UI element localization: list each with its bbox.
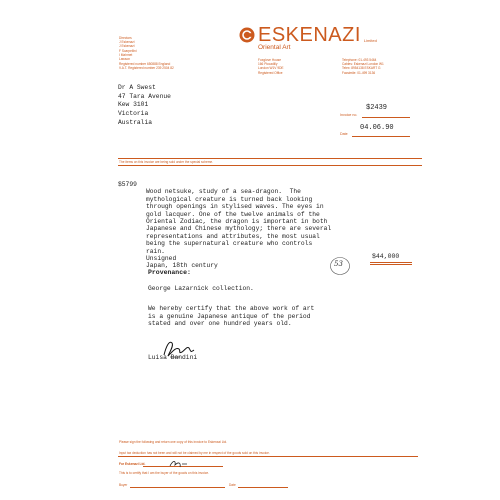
description-line: mythological creature is turned back looking xyxy=(146,195,313,203)
registration-number: Registered number 650888 England xyxy=(119,62,171,66)
footer-initials-mark xyxy=(168,458,190,470)
recipient-line: Australia xyxy=(118,118,153,126)
director-name: J Eskenazi xyxy=(119,40,135,45)
details-line: Unsigned xyxy=(146,255,177,263)
buyer-date-field[interactable] xyxy=(238,487,288,488)
recipient-line: Victoria xyxy=(118,110,149,118)
directors-heading: Directors xyxy=(119,36,132,40)
footer-tax-note: Input tax deduction has not been and will not be claimed by me in respect of the goods sold on this invoice. xyxy=(119,451,270,455)
invoice-number-label: Invoice no. xyxy=(340,113,358,117)
cables: Cables: Eskenazi London W1 xyxy=(342,62,384,67)
contact-block xyxy=(342,58,384,75)
circled-note: 53 xyxy=(334,260,343,268)
footer-date-label: Date xyxy=(229,483,236,487)
description-line: through openings in stylised waves. The eyes in xyxy=(146,203,324,211)
price-rule xyxy=(370,262,412,263)
logo-name: ESKENAZI xyxy=(258,23,361,46)
provenance-text: George Lazarnick collection. xyxy=(148,285,254,292)
logo-subtitle: Oriental Art xyxy=(258,44,291,51)
invoice-date-label: Date xyxy=(340,132,348,136)
recipient-line: Kew 3101 xyxy=(118,101,149,109)
description-line: Wood netsuke, study of a sea-dragon. The xyxy=(146,188,301,196)
signatory-name: Luisa Bandini xyxy=(148,354,198,361)
price-rule-double xyxy=(370,264,412,265)
certification-text xyxy=(148,305,314,328)
logo xyxy=(239,24,377,46)
invoice-number-rule xyxy=(362,117,410,118)
certification-line: We hereby certify that the above work of art xyxy=(148,305,315,312)
terms-bottom-rule xyxy=(118,165,422,166)
vat-number: V.A.T. Registered number 239 2504 82 xyxy=(119,66,174,71)
terms-line: The items on this invoice are being sold under the special scheme. xyxy=(119,159,214,164)
invoice-date: 04.06.90 xyxy=(360,124,394,132)
buyer-signature-field[interactable] xyxy=(130,487,225,488)
description-line: rain. xyxy=(146,247,165,255)
description-line: representations and attributes, the most usual xyxy=(146,232,320,240)
telephone: Telephone: 01-493 5464 xyxy=(342,58,377,62)
invoice-date-rule xyxy=(352,136,410,137)
registration-block xyxy=(119,62,174,70)
provenance-heading: Provenance: xyxy=(148,269,191,276)
certification-line: stated and over one hundred years old. xyxy=(148,320,292,328)
footer-rule xyxy=(118,456,418,457)
director-name: Lawson xyxy=(119,57,130,62)
director-name: F Scarpellini xyxy=(119,48,137,53)
logo-emblem-icon xyxy=(239,27,255,43)
telex: Telex: 8954138 ESKART G xyxy=(342,66,381,71)
recipient-line: Dr A Swest xyxy=(118,84,156,91)
logo-suffix: Limited xyxy=(363,37,377,43)
item-code: $5799 xyxy=(118,181,137,188)
description-line: Japanese and Chinese mythology; there are several xyxy=(146,225,332,233)
recipient-line: 47 Tara Avenue xyxy=(118,92,171,100)
certification-line: is a genuine Japanese antique of the period xyxy=(148,312,311,320)
facsimile: Facsimile: 01-499 3136 xyxy=(342,70,376,75)
director-name: J Eskenazi xyxy=(119,44,135,49)
description-line: being the supernatural creature who controls xyxy=(146,240,313,248)
address-line: Foxglove House xyxy=(258,58,282,62)
invoice-number: $2439 xyxy=(366,104,388,112)
description-line: Oriental Zodiac, the dragon is important in both xyxy=(146,218,328,226)
address-line: 166 Piccadilly xyxy=(258,62,278,67)
item-price: $44,000 xyxy=(372,253,400,260)
directors-block xyxy=(119,36,137,61)
description-line: gold lacquer. One of the twelve animals of the xyxy=(146,210,320,218)
recipient-address xyxy=(118,84,171,128)
director-name: I Mahmet xyxy=(119,52,133,57)
item-description xyxy=(146,181,331,277)
address-line: London W1V 9DE xyxy=(258,66,284,71)
footer-buyer-certify: This is to certify that I am the buyer of the goods on this invoice. xyxy=(119,471,210,475)
address-line: Registered Office xyxy=(258,70,283,75)
details-line: Japan, 18th century xyxy=(146,262,218,270)
address-block xyxy=(258,58,284,75)
footer-return-note: Please sign the following and return one copy of this invoice to Eskenazi Ltd. xyxy=(119,440,228,444)
footer-buyer-label: Buyer xyxy=(119,483,128,487)
footer-for-label: For Eskenazi Ltd. xyxy=(119,462,146,466)
